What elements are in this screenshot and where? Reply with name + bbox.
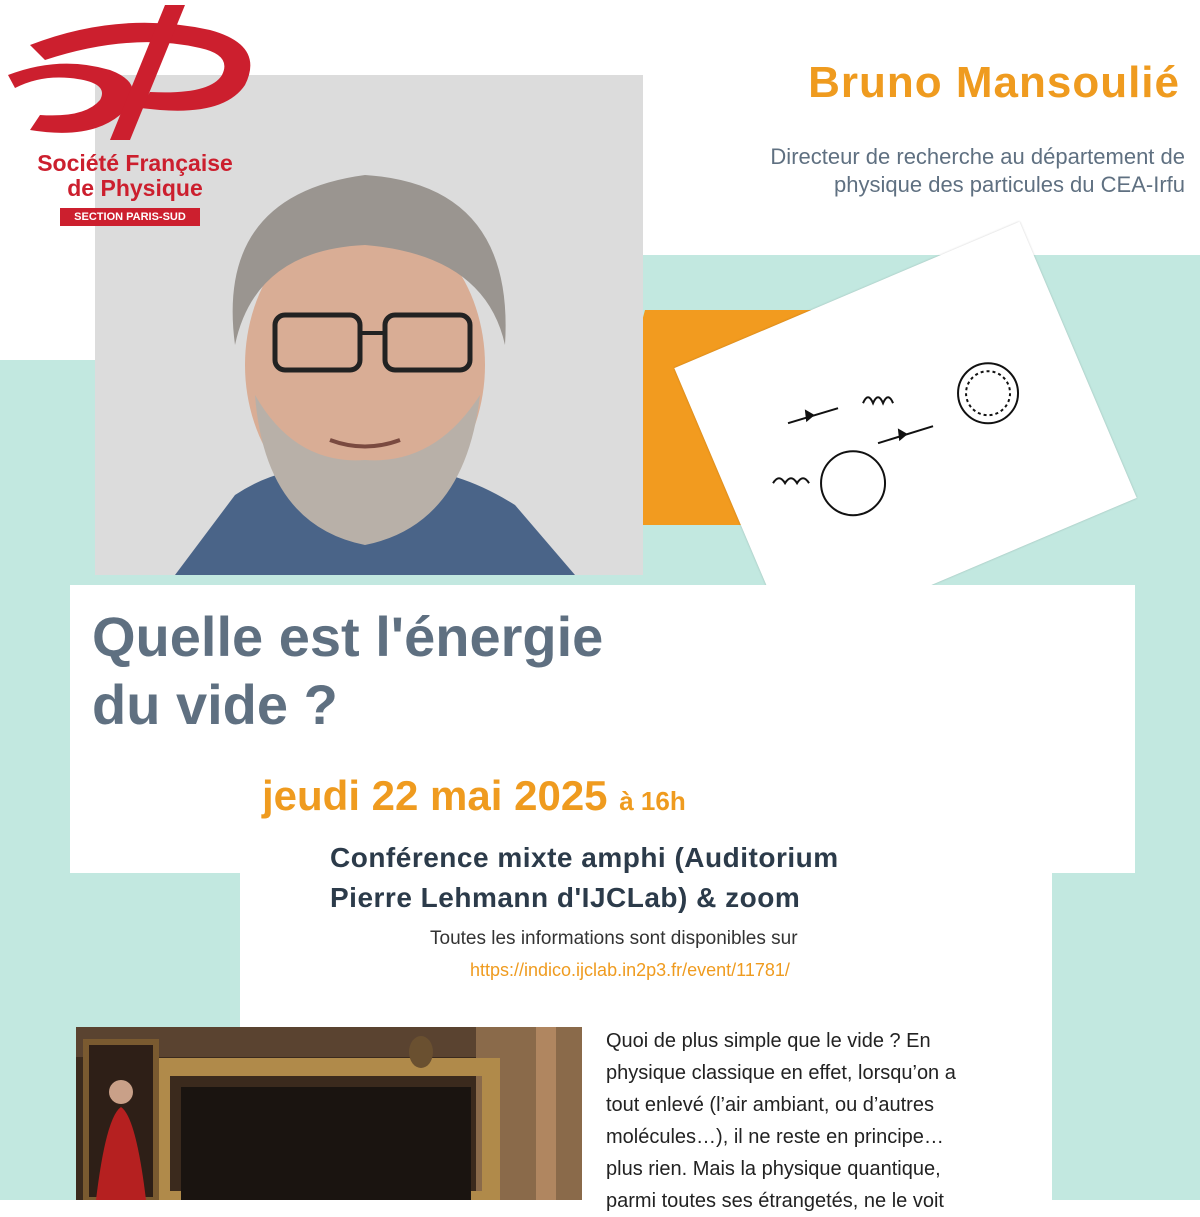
description-text	[606, 1025, 1046, 1217]
description-line: plus rien. Mais la physique quantique,	[606, 1158, 941, 1180]
event-link[interactable]: https://indico.ijclab.in2p3.fr/event/11781/	[470, 960, 790, 980]
description-line: Quoi de plus simple que le vide ? En	[606, 1030, 931, 1052]
event-format	[330, 838, 1030, 918]
talk-title	[92, 603, 892, 739]
sfp-logo	[0, 0, 270, 230]
event-time: à 16h	[619, 786, 686, 816]
logo-line-1: Société Française	[37, 150, 233, 176]
sfp-logo-mark	[0, 0, 270, 150]
speaker-role	[640, 143, 1185, 199]
description-line: physique classique en effet, lorsqu’on a	[606, 1062, 956, 1084]
description-line: tout enlevé (l’air ambiant, ou d’autres	[606, 1094, 934, 1116]
painting-image	[76, 1027, 582, 1200]
event-date	[262, 772, 686, 820]
description-line: parmi toutes ses étrangetés, ne le voit	[606, 1190, 944, 1212]
talk-title-line-1: Quelle est l'énergie	[92, 605, 604, 668]
talk-title-line-2: du vide ?	[92, 673, 338, 736]
speaker-role-line-1: Directeur de recherche au département de	[770, 144, 1185, 169]
speaker-role-line-2: physique des particules du CEA-Irfu	[834, 172, 1185, 197]
description-line: molécules…), il ne reste en principe…	[606, 1126, 944, 1148]
event-format-line-2: Pierre Lehmann d'IJCLab) & zoom	[330, 882, 801, 913]
info-text: Toutes les informations sont disponibles sur	[430, 928, 798, 949]
logo-line-2: de Physique	[67, 175, 203, 201]
event-format-line-1: Conférence mixte amphi (Auditorium	[330, 842, 839, 873]
speaker-name: Bruno Mansoulié	[808, 58, 1180, 107]
logo-section-badge: SECTION PARIS-SUD	[60, 208, 200, 226]
event-date-text: jeudi 22 mai 2025	[262, 772, 608, 819]
